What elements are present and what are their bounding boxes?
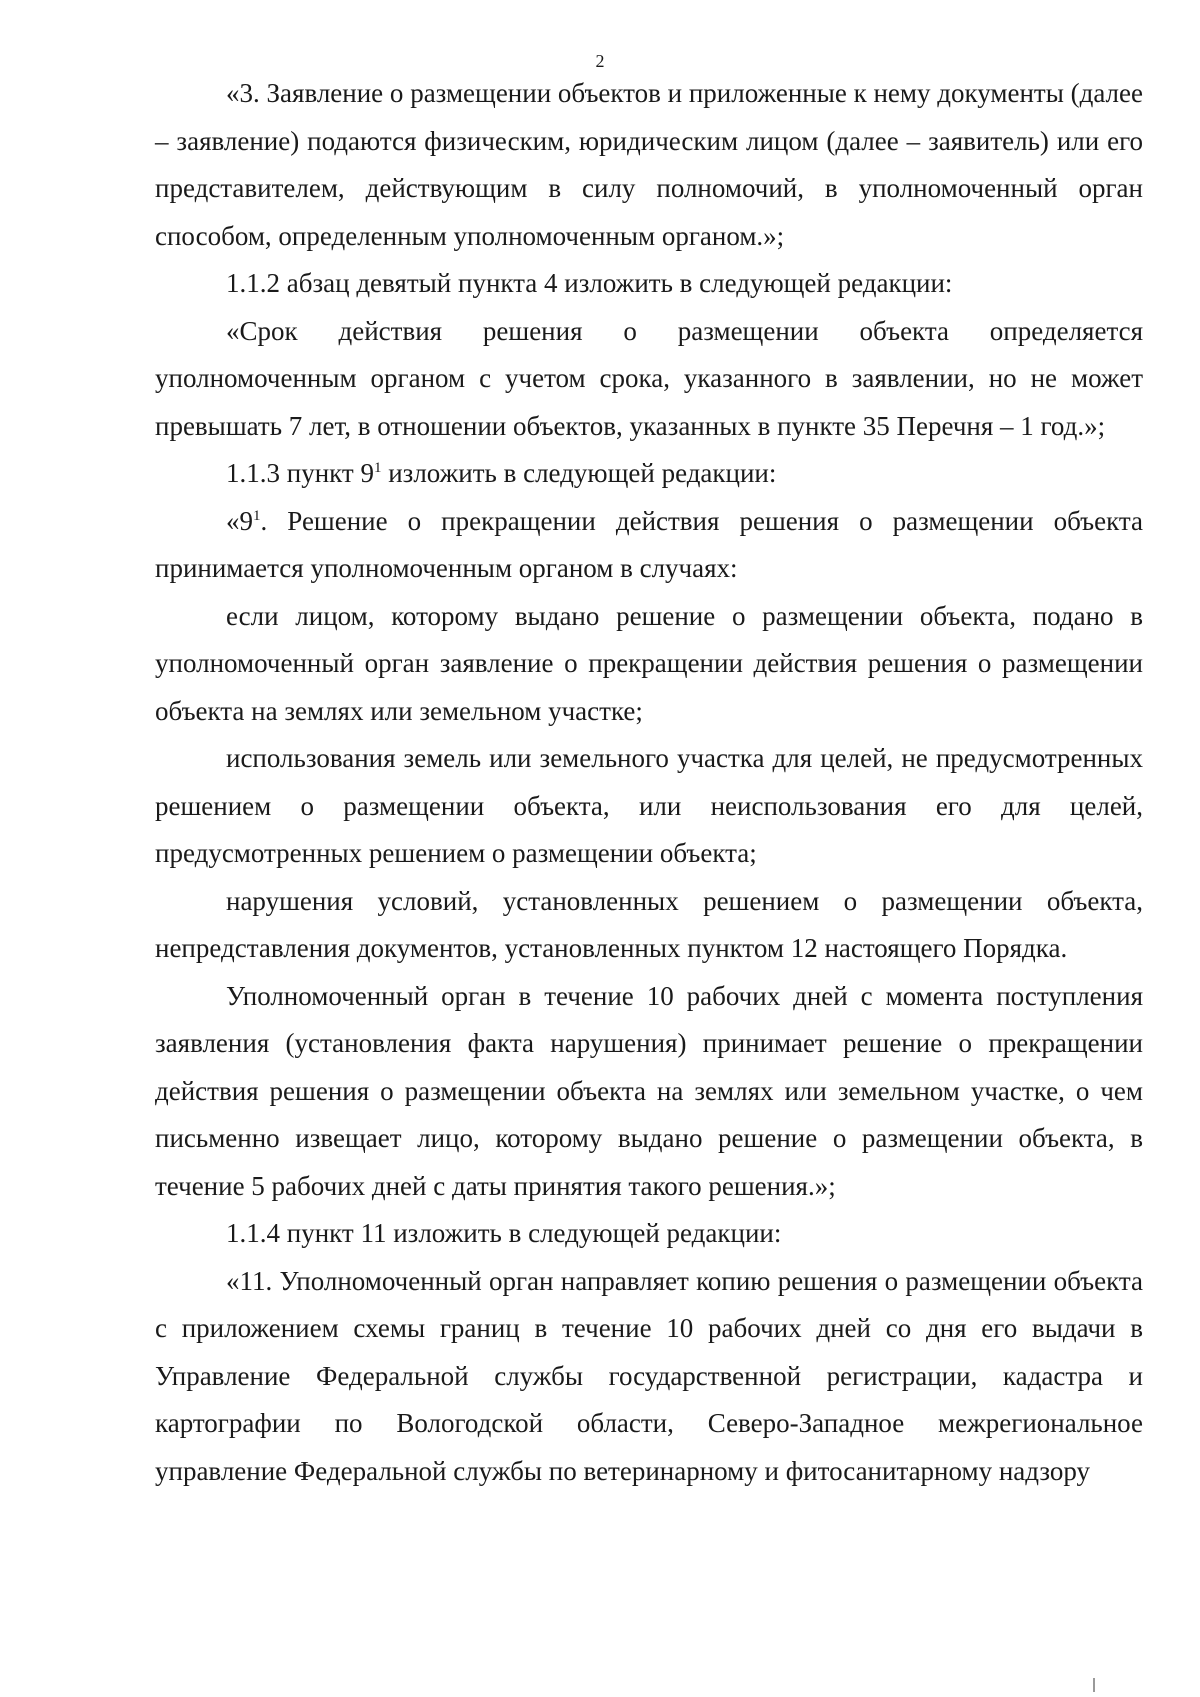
superscript-1: 1 [373,460,382,476]
document-body [155,70,1143,1495]
page-number: 2 [595,51,605,71]
paragraph-1-1-3-text-after: изложить в следующей редакции: [381,458,777,488]
paragraph-1-1-3-text-before: 1.1.3 пункт 9 [226,458,374,488]
paragraph-case-misuse: использования земель или земельного участка для целей, не предусмотренных решением о размещении объекта, или неиспользования его для целей, предусмотренных решением о размещении объекта; [155,743,1143,868]
paragraph-procedure: Уполномоченный орган в течение 10 рабочих дней с момента поступления заявления (установления факта нарушения) принимает решение о прекращении действия решения о размещении объекта на землях или земельном участке, о чем письменно извещает лицо, которому выдано решение о размещении объекта, в течение 5 рабочих дней с даты принятия такого решения.»; [155,980,1143,1201]
paragraph-item-3: «3. Заявление о размещении объектов и приложенные к нему документы (далее – заявление) подаются физическим, юридическим лицом (далее – заявитель) или его представителем, действующим в силу полномочий, в уполномоченный орган способом, определенным уполномоченным органом.»; [155,78,1143,251]
superscript-1: 1 [253,507,261,524]
paragraph-term-of-decision: «Срок действия решения о размещении объекта определяется уполномоченным органом с учетом срока, указанного в заявлении, но не может превышать 7 лет, в отношении объектов, указанных в пункте 35 Перечня – 1 год.»; [155,315,1143,441]
paragraph-item-9-1 [155,498,1143,593]
scan-mark [1093,1678,1095,1692]
paragraph-1-1-2: 1.1.2 абзац девятый пункта 4 изложить в следующей редакции: [226,268,953,298]
paragraph-case-violation: нарушения условий, установленных решением о размещении объекта, непредставления документов, установленных пунктом 12 настоящего Порядка. [155,885,1143,963]
paragraph-1-1-3 [155,450,1143,498]
paragraph-case-application: если лицом, которому выдано решение о размещении объекта, подано в уполномоченный орган заявление о прекращении действия решения о размещении объекта на землях или земельном участке; [155,600,1143,726]
paragraph-1-1-4: 1.1.4 пункт 11 изложить в следующей редакции: [226,1218,782,1248]
paragraph-item-9-1-text-before: «9 [226,505,253,536]
paragraph-item-11: «11. Уполномоченный орган направляет копию решения о размещении объекта с приложением схемы границ в течение 10 рабочих дней со дня его выдачи в Управление Федеральной службы государственной регистрации, кадастра и картографии по Вологодской области, Северо-Западное межрегиональное управление Федеральной службы по ветеринарному и фитосанитарному надзору [155,1265,1143,1486]
paragraph-item-9-1-text-after: . Решение о прекращении действия решения о размещении объекта принимается уполномоченным органом в случаях: [155,505,1143,583]
